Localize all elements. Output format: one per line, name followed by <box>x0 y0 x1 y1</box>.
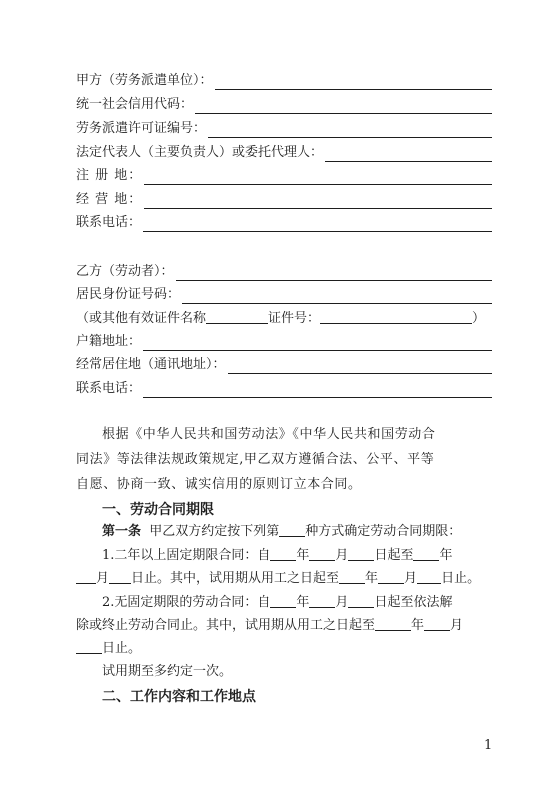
other-id-suffix: ） <box>472 311 486 326</box>
item-1-start-month[interactable] <box>309 546 335 561</box>
party-b-phone-row <box>76 380 492 398</box>
party-b-phone-blank[interactable] <box>143 383 492 398</box>
party-b-name-blank[interactable] <box>176 266 492 281</box>
item-1-month-label-3: 月 <box>404 571 418 586</box>
item-2-line-1 <box>102 593 452 612</box>
item-2-start-day[interactable] <box>348 593 374 608</box>
item-1-from-label: 日起至 <box>374 548 414 563</box>
item-1-stop-label: 日止。 <box>441 571 481 586</box>
intro-line-1: 根据《中华人民共和国劳动法》《中华人民共和国劳动合 <box>102 427 436 442</box>
residence-label: 经常居住地（通讯地址）： <box>76 357 226 372</box>
credit-code-label: 统一社会信用代码： <box>76 97 194 112</box>
item-2-probation-year[interactable] <box>375 616 411 631</box>
other-id-number-blank[interactable] <box>320 309 472 324</box>
household-row <box>76 333 492 351</box>
license-label: 劳务派遣许可证编号： <box>76 121 207 136</box>
section-1-title: 一、劳动合同期限 <box>102 502 214 518</box>
credit-code-row <box>76 96 492 114</box>
reg-address-label: 注 册 地： <box>76 168 143 183</box>
license-blank[interactable] <box>208 123 492 138</box>
item-1-line-2 <box>76 569 480 588</box>
party-a-phone-blank[interactable] <box>143 217 492 232</box>
item-1-month-label-2: 月 <box>96 571 110 586</box>
party-a-phone-row <box>76 214 492 232</box>
reg-address-row <box>76 167 492 185</box>
biz-address-blank[interactable] <box>144 194 492 209</box>
item-1-end-month[interactable] <box>76 569 96 584</box>
party-a-phone-label: 联系电话： <box>76 215 142 230</box>
item-2-stop-label: 日止。 <box>102 641 142 656</box>
representative-blank[interactable] <box>325 147 492 162</box>
other-id-prefix: （或其他有效证件名称 <box>76 311 207 326</box>
party-b-name-label: 乙方（劳动者）： <box>76 264 174 279</box>
biz-address-row <box>76 191 492 209</box>
item-2-until-label: 日起至依法解 <box>374 595 453 610</box>
item-2-month-label-2: 月 <box>450 618 464 633</box>
representative-label: 法定代表人（主要负责人）或委托代理人： <box>76 145 324 160</box>
item-2-line-2 <box>76 616 463 635</box>
item-2-line-3 <box>76 639 141 658</box>
intro-line-3: 自愿、协商一致、诚实信用的原则订立本合同。 <box>76 477 362 492</box>
item-2-start-month[interactable] <box>309 593 335 608</box>
id-number-label: 居民身份证号码： <box>76 287 181 302</box>
representative-row <box>76 144 492 162</box>
item-2-year-label-2: 年 <box>411 618 425 633</box>
party-b-name-row <box>76 263 492 281</box>
id-number-row <box>76 286 492 304</box>
other-id-type-blank[interactable] <box>206 309 268 324</box>
item-2-text-a: 2.无固定期限的劳动合同：自 <box>102 595 271 610</box>
residence-row <box>76 356 492 374</box>
credit-code-blank[interactable] <box>195 99 492 114</box>
item-1-text-b: 日止。其中，试用期从用工之日起至 <box>131 571 340 586</box>
item-1-line-1 <box>102 546 452 565</box>
section-2-title: 二、工作内容和工作地点 <box>102 689 256 705</box>
article-1-pre: 甲乙双方约定按下列第 <box>149 524 280 539</box>
item-2-text-b: 除或终止劳动合同止。其中，试用期从用工之日起至 <box>76 618 376 633</box>
household-label: 户籍地址： <box>76 334 142 349</box>
article-1-row <box>102 522 461 541</box>
item-2-probation-day[interactable] <box>76 639 102 654</box>
residence-blank[interactable] <box>228 359 492 374</box>
article-1-method-blank[interactable] <box>279 522 305 537</box>
license-row <box>76 120 492 138</box>
article-1-post: 种方式确定劳动合同期限： <box>305 524 462 539</box>
reg-address-blank[interactable] <box>144 170 492 185</box>
item-2-start-year[interactable] <box>270 593 296 608</box>
item-1-text-a: 1.二年以上固定期限合同：自 <box>102 548 271 563</box>
item-1-end-day[interactable] <box>109 569 131 584</box>
item-1-probation-day[interactable] <box>417 569 441 584</box>
item-1-end-year[interactable] <box>413 546 439 561</box>
intro-paragraph <box>76 422 494 497</box>
other-id-middle: 证件号： <box>268 311 321 326</box>
party-a-name-blank[interactable] <box>215 75 492 90</box>
id-number-blank[interactable] <box>182 289 492 304</box>
party-b-phone-label: 联系电话： <box>76 381 142 396</box>
item-1-month-label: 月 <box>335 548 349 563</box>
item-1-year-label-3: 年 <box>365 571 379 586</box>
party-a-name-row <box>76 72 492 90</box>
item-1-year-label-2: 年 <box>439 548 453 563</box>
page-number: 1 <box>484 738 493 753</box>
item-2-month-label: 月 <box>335 595 349 610</box>
article-1-label: 第一条 <box>102 524 142 539</box>
item-2-year-label: 年 <box>296 595 310 610</box>
item-1-start-year[interactable] <box>270 546 296 561</box>
household-blank[interactable] <box>143 336 492 351</box>
probation-note: 试用期至多约定一次。 <box>102 664 233 679</box>
item-2-probation-month[interactable] <box>424 616 450 631</box>
item-1-probation-month[interactable] <box>378 569 404 584</box>
item-1-start-day[interactable] <box>348 546 374 561</box>
item-1-probation-year[interactable] <box>339 569 365 584</box>
intro-line-2: 同法》等法律法规政策规定,甲乙双方遵循合法、公平、平等 <box>76 452 435 467</box>
party-a-name-label: 甲方（劳务派遣单位）： <box>76 73 213 88</box>
other-id-row <box>76 309 485 328</box>
item-1-year-label: 年 <box>296 548 310 563</box>
biz-address-label: 经 营 地： <box>76 192 143 207</box>
